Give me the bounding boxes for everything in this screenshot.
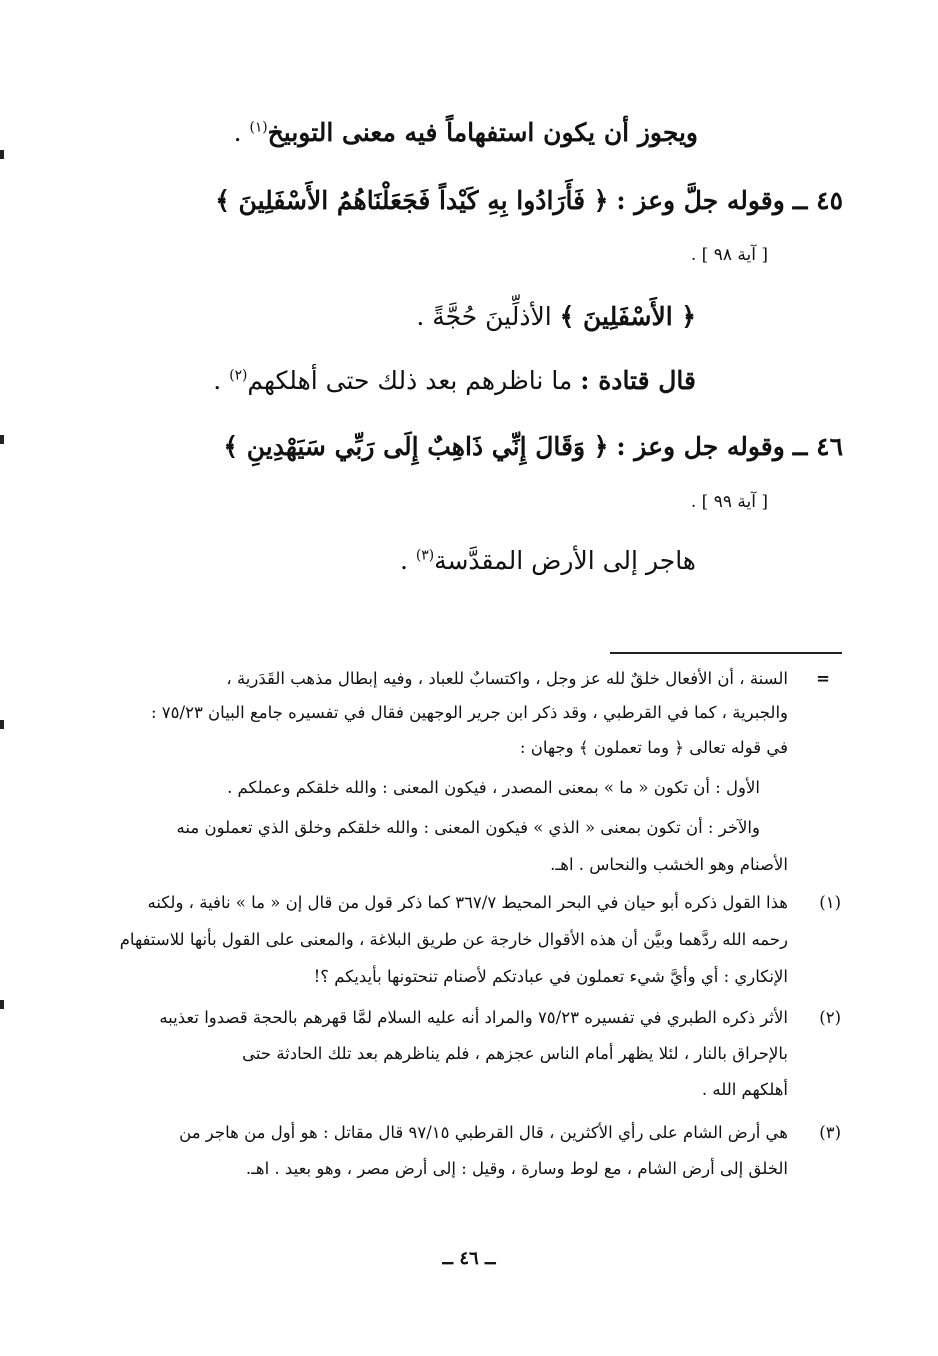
text-segment: . [400, 546, 416, 575]
text-segment: ما ناظرهم بعد ذلك حتى أهلكهم [247, 366, 573, 395]
verse-46-number: ٤٦ ــ [792, 432, 843, 461]
footnote-1-line: الإنكاري : أي وأيَّ شيء تعملون في عبادتكم لأصنام تنحتونها بأيديكم ؟! [313, 967, 788, 986]
asfalin-gloss-line [416, 302, 696, 331]
scan-edge-mark [0, 435, 4, 444]
verse-45-lead: وقوله جلَّ وعز : [616, 186, 785, 215]
footnote-continuation-marker: = [816, 669, 830, 688]
footnote-3-line: هي أرض الشام على رأي الأكثرين ، قال القرطبي ٩٧/١٥ قال مقاتل : هو أول من هاجر من [179, 1123, 788, 1142]
qatada-lead: قال قتادة : [580, 366, 696, 395]
footnote-continuation-line: والجبرية ، كما في القرطبي ، وقد ذكر ابن جرير الوجهين فقال في تفسيره جامع البيان ٧٥/٢٣ : [150, 703, 788, 722]
page-number: ــ ٤٦ ــ [442, 1248, 496, 1269]
text-segment: . [213, 366, 230, 395]
footnote-3-line: الخلق إلى أرض الشام ، مع لوط وسارة ، وقيل : إلى أرض مصر ، وهو بعيد . اهـ. [245, 1159, 788, 1178]
footnote-1-number: (١) [819, 893, 841, 912]
text-segment: الأذلِّينَ حُجَّةً . [416, 302, 552, 331]
verse-45-quran-text: ﴿ فَأَرَادُوا بِهِ كَيْداً فَجَعَلْنَاهُمُ الأَسْفَلِينَ ﴾ [215, 186, 609, 215]
verse-46-lead: وقوله جل وعز : [616, 432, 785, 461]
scan-edge-mark [0, 150, 4, 159]
footnote-3-number: (٣) [819, 1123, 841, 1142]
footnote-ref-2: (٢) [229, 367, 248, 384]
footnote-continuation-line: والآخر : أن تكون بمعنى « الذي » فيكون المعنى : والله خلقكم وخلق الذي تعملون منه [176, 818, 760, 837]
footnote-2-number: (٢) [819, 1008, 841, 1027]
qatada-line [213, 366, 696, 395]
quran-word: ﴿ الأَسْفَلِينَ ﴾ [559, 302, 696, 331]
footnote-continuation-line: السنة ، أن الأفعال خلقٌ لله عز وجل ، واكتسابٌ للعباد ، وفيه إبطال مذهب القَدَرية ، [226, 669, 788, 688]
footnote-continuation-line: الأصنام وهو الخشب والنحاس . اهـ. [550, 855, 788, 874]
verse-45-number: ٤٥ ــ [792, 186, 843, 215]
footnote-ref-3: (٣) [415, 547, 435, 564]
footnote-2-line: أهلكهم الله . [701, 1080, 788, 1099]
verse-45-line [215, 186, 843, 215]
footnote-1-line: هذا القول ذكره أبو حيان في البحر المحيط ٣٦٧/٧ كما ذكر قول من قال إن « ما » نافية ، ولكنه [147, 893, 788, 912]
footnote-2-line: الأثر ذكره الطبري في تفسيره ٧٥/٢٣ والمراد أنه عليه السلام لمَّا قهرهم بالحجة قصدوا تعذيبه [159, 1008, 788, 1027]
footnote-1-line: رحمه الله ردَّهما وبيَّن أن هذه الأقوال خارجة عن طريق البلاغة ، والمعنى على القول بأنها للاستفهام [119, 930, 788, 949]
hajar-line [400, 546, 696, 575]
main-line-1 [234, 118, 698, 147]
scan-edge-mark [0, 720, 4, 729]
text-segment: هاجر إلى الأرض المقدَّسة [434, 546, 696, 575]
footnote-separator [610, 652, 842, 654]
text-segment: ويجوز أن يكون استفهاماً فيه معنى التوبيخ [267, 118, 698, 147]
footnote-continuation-line: الأول : أن تكون « ما » بمعنى المصدر ، فيكون المعنى : والله خلقكم وعملكم . [227, 778, 760, 797]
scan-edge-mark [0, 1000, 4, 1009]
text-segment: . [233, 118, 250, 147]
verse-46-reference: [ آية ٩٩ ] . [690, 492, 768, 512]
footnote-continuation-line: في قوله تعالى ﴿ وما تعملون ﴾ وجهان : [519, 738, 788, 757]
verse-46-line [223, 432, 843, 461]
verse-45-reference: [ آية ٩٨ ] . [690, 245, 768, 265]
verse-46-quran-text: ﴿ وَقَالَ إِنِّي ذَاهِبٌ إِلَى رَبِّي سَيَهْدِينِ ﴾ [223, 432, 609, 461]
footnote-2-line: بالإحراق بالنار ، لئلا يظهر أمام الناس عجزهم ، فلم يناظرهم بعد تلك الحادثة حتى [242, 1044, 788, 1063]
footnote-ref-1: (١) [249, 119, 268, 136]
